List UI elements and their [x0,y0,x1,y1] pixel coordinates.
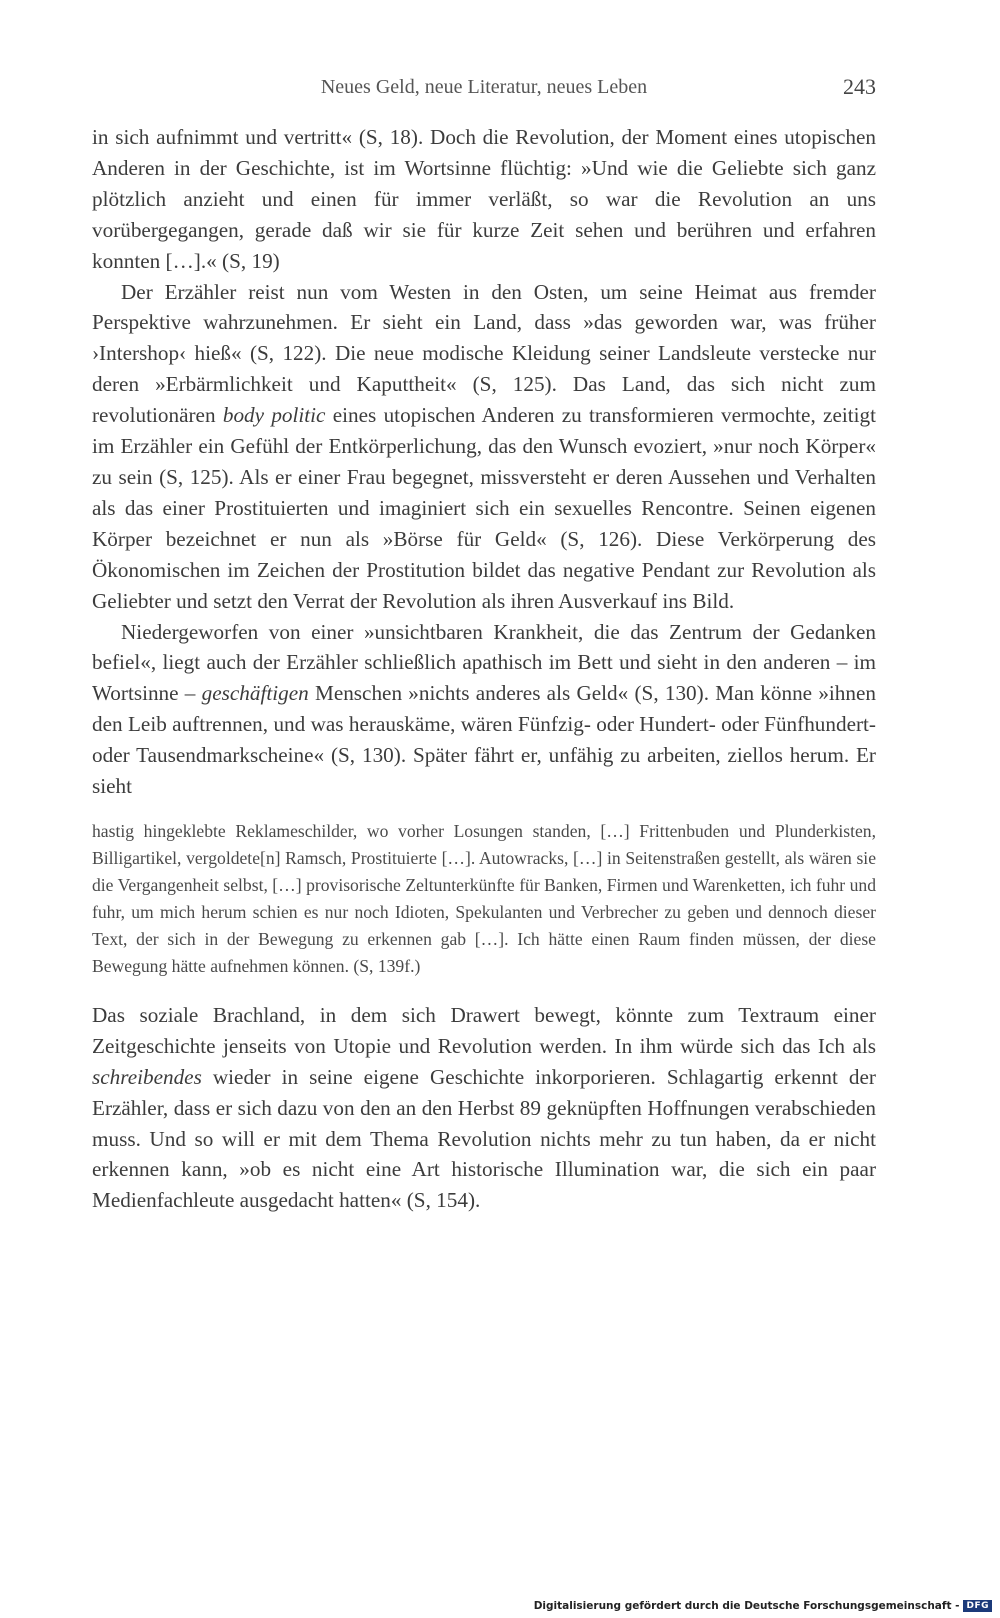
paragraph: Das soziale Brachland, in dem sich Drawert bewegt, könnte zum Textraum einer Zeitgeschichte jenseits von Utopie und Revolution werden. In ihm würde sich das Ich als schreibendes wieder in seine eigene Geschichte inkorporieren. Schlagartig erkennt der Erzähler, dass er sich dazu von den an den Herbst 89 geknüpften Hoffnungen verabschieden muss. Und so will er mit dem Thema Revolution nichts mehr zu tun haben, da er nicht erkennen kann, »ob es nicht eine Art historische Illumination war, die sich ein paar Medienfachleute ausgedacht hatten« (S, 154). [92,1002,876,1213]
emphasis: body politic [222,403,326,428]
dfg-logo: DFG [963,1600,992,1612]
main-text [92,122,876,1216]
emphasis: schreibendes [92,1064,202,1089]
paragraph: Der Erzähler reist nun vom Westen in den Osten, um seine Heimat aus fremder Perspektive wahrzunehmen. Er sieht ein Land, dass »das geworden war, was früher ›Intershop‹ hieß« (S, 122). Die neue modische Kleidung seiner Landsleute verstecke nur deren »Erbärmlichkeit und Kaputtheit« (S, 125). Das Land, das sich nicht zum revolutionären body politic eines utopischen Anderen zu transformieren vermochte, zeitigt im Erzähler ein Gefühl der Entkörperlichung, das den Wunsch evoziert, »nur noch Körper« zu sein (S, 125). Als er einer Frau begegnet, missversteht er deren Aussehen und Verhalten als das einer Prostituierten und imaginiert sich ein sexuelles Rencontre. Seinen eigenen Körper bezeichnet er nun als »Börse für Geld« (S, 126). Diese Verkörperung des Ökonomischen im Zeichen der Prostitution bildet das negative Pendant zur Revolution als Geliebter und setzt den Verrat der Revolution als ihren Ausverkauf ins Bild. [92,279,877,613]
emphasis: geschäftigen [201,681,309,706]
page-header [92,74,876,106]
page-number: 243 [843,74,876,99]
paragraph: in sich aufnimmt und vertritt« (S, 18). Doch die Revolution, der Moment eines utopischen Anderen in der Geschichte, ist im Wortsinne flüchtig: »Und wie die Geliebte sich ganz plötzlich anzieht und einen für immer verläßt, so war die Revolution an uns vorübergegangen, gerade daß wir sie für kurze Zeit sehen und berühren und erfahren konnten […].« (S, 19) [92,125,876,273]
credit-text: Digitalisierung gefördert durch die Deutsche Forschungsgemeinschaft - [533,1600,960,1612]
running-head: Neues Geld, neue Literatur, neues Leben [320,76,648,98]
block-quote: hastig hingeklebte Reklameschilder, wo vorher Losungen standen, […] Frittenbuden und Plunderkisten, Billigartikel, vergoldete[n] Ramsch, Prostituierte […]. Autowracks, […] in Seitenstraßen gestellt, als wären sie die Vergangenheit selbst, […] provisorische Zeltunterkünfte für Banken, Firmen und Warenketten, ich fuhr und fuhr, um mich herum schien es nur noch Idioten, Spekulanten und Verbrecher zu geben und dennoch dieser Text, der sich in der Bewegung zu erkennen gab […]. Ich hätte einen Raum finden müssen, der diese Bewegung hätte aufnehmen können. (S, 139f.) [92,820,876,976]
digitization-credit [534,1600,992,1612]
paragraph: Niedergeworfen von einer »unsichtbaren Krankheit, die das Zentrum der Gedanken befiel«, liegt auch der Erzähler schließlich apathisch im Bett und sieht in den anderen – im Wortsinne – geschäftigen Menschen »nichts anderes als Geld« (S, 130). Man könne »ihnen den Leib auftrennen, und was herauskäme, wären Fünfzig- oder Hundert- oder Fünfhundert- oder Tausendmarkscheine« (S, 130). Später fährt er, unfähig zu arbeiten, ziellos herum. Er sieht [92,619,876,799]
